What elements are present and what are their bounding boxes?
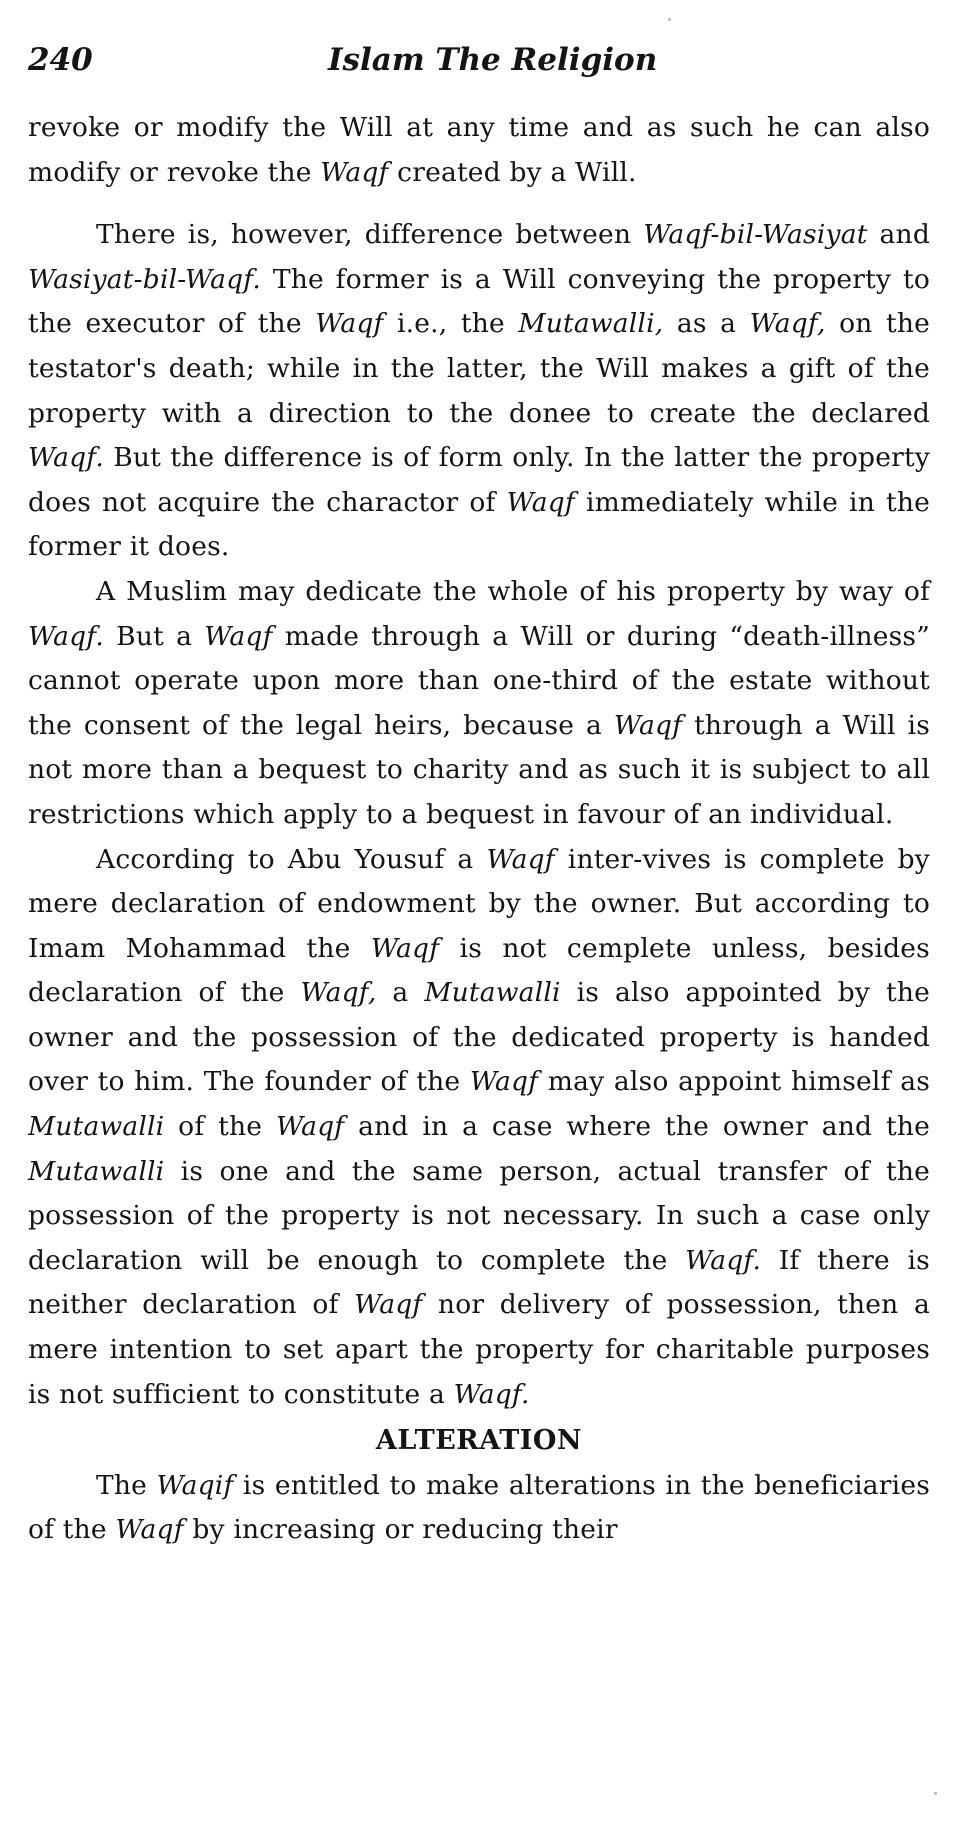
- text-run: inter-vives is complete by mere declaration of endowment by the owner. But according to Imam Mohammad the: [28, 843, 930, 964]
- italic-term: Waqf.: [453, 1378, 530, 1410]
- text-run: created by a Will.: [388, 156, 637, 188]
- running-title: Islam The Religion: [328, 42, 658, 78]
- text-run: and: [867, 219, 930, 251]
- paragraph: [28, 106, 930, 195]
- italic-term: Mutawalli: [28, 1155, 165, 1187]
- italic-term: Mutawalli,: [518, 308, 664, 340]
- italic-term: Waqf: [320, 156, 389, 188]
- italic-term: Waqf: [315, 308, 384, 340]
- text-run: is also appointed by the owner and the possession of the dedicated property is handed over to him. The founder of the: [28, 977, 931, 1098]
- text-run: is not cemplete unless, besides declaration of the: [28, 932, 930, 1009]
- italic-term: Waqf: [370, 932, 440, 964]
- italic-term: Waqf,: [300, 977, 377, 1009]
- italic-term: Waqf.: [28, 442, 104, 474]
- text-run: and in a case where the owner and the: [344, 1111, 930, 1143]
- body-text: [28, 106, 930, 1553]
- text-run: is one and the same person, actual transfer of the possession of the property is not necessary. In such a case only declaration will be enough to complete the: [28, 1155, 930, 1276]
- text-run: through a Will is not more than a bequest to charity and as such it is subject to all restrictions which apply to a bequest in favour of an individual.: [28, 709, 930, 830]
- paragraph: [28, 838, 930, 1418]
- text-run: by increasing or reducing their: [183, 1514, 618, 1546]
- italic-term: Mutawalli: [28, 1111, 165, 1143]
- paragraph: [28, 1464, 930, 1553]
- page-header: [28, 42, 928, 82]
- text-run: a: [376, 977, 425, 1009]
- text-run: The: [96, 1469, 157, 1501]
- italic-term: Waqf.: [685, 1244, 762, 1276]
- text-run: There is, however, difference between: [96, 219, 644, 251]
- italic-term: Waqf,: [749, 308, 826, 340]
- paragraph: [28, 570, 930, 838]
- paragraph: [28, 213, 930, 570]
- italic-term: Waqf: [275, 1111, 345, 1143]
- italic-term: Waqf: [486, 843, 555, 875]
- italic-term: Mutawalli: [424, 977, 561, 1009]
- text-run: revoke or modify the Will at any time and as such he can also modify or revoke the: [28, 112, 930, 188]
- italic-term: Wasiyat-bil-Waqf.: [28, 263, 261, 295]
- text-run: immediately while in the former it does.: [28, 486, 930, 563]
- text-run: i.e., the: [383, 308, 519, 340]
- italic-term: Waqf: [204, 620, 273, 652]
- text-run: According to Abu Yousuf a: [96, 843, 487, 875]
- scan-speck: [668, 18, 671, 21]
- text-run: The former is a Will conveying the property to the executor of the: [28, 263, 930, 340]
- italic-term: Waqf: [469, 1066, 539, 1098]
- text-run: A Muslim may dedicate the whole of his property by way of: [96, 575, 930, 607]
- italic-term: Waqif: [156, 1469, 234, 1501]
- page-number: 240: [28, 42, 93, 78]
- italic-term: Waqf: [354, 1289, 423, 1321]
- text-run: as a: [663, 308, 750, 340]
- scan-speck: [934, 1792, 937, 1795]
- italic-term: Waqf.: [28, 620, 104, 652]
- text-run: nor delivery of possession, then a mere intention to set apart the property for charitable purposes is not sufficient to constitute a: [28, 1289, 930, 1410]
- section-heading: ALTERATION: [375, 1425, 583, 1457]
- italic-term: Waqf: [115, 1514, 184, 1546]
- text-run: made through a Will or during “death-illness” cannot operate upon more than one-third of the estate without the consent of the legal heirs, because a: [28, 620, 930, 741]
- text-run: may also appoint himself as: [538, 1066, 931, 1098]
- italic-term: Waqf: [506, 486, 575, 518]
- text-run: on the testator's death; while in the latter, the Will makes a gift of the property with a direction to the donee to create the declared: [28, 308, 930, 429]
- text-run: of the: [164, 1111, 276, 1143]
- italic-term: Waqf: [613, 709, 683, 741]
- text-run: is entitled to make alterations in the beneficiaries of the: [28, 1469, 930, 1546]
- text-run: But a: [103, 620, 205, 652]
- text-run: But the difference is of form only. In the latter the property does not acquire the charactor of: [28, 442, 930, 518]
- italic-term: Waqf-bil-Wasiyat: [643, 219, 868, 251]
- text-run: If there is neither declaration of: [28, 1244, 930, 1321]
